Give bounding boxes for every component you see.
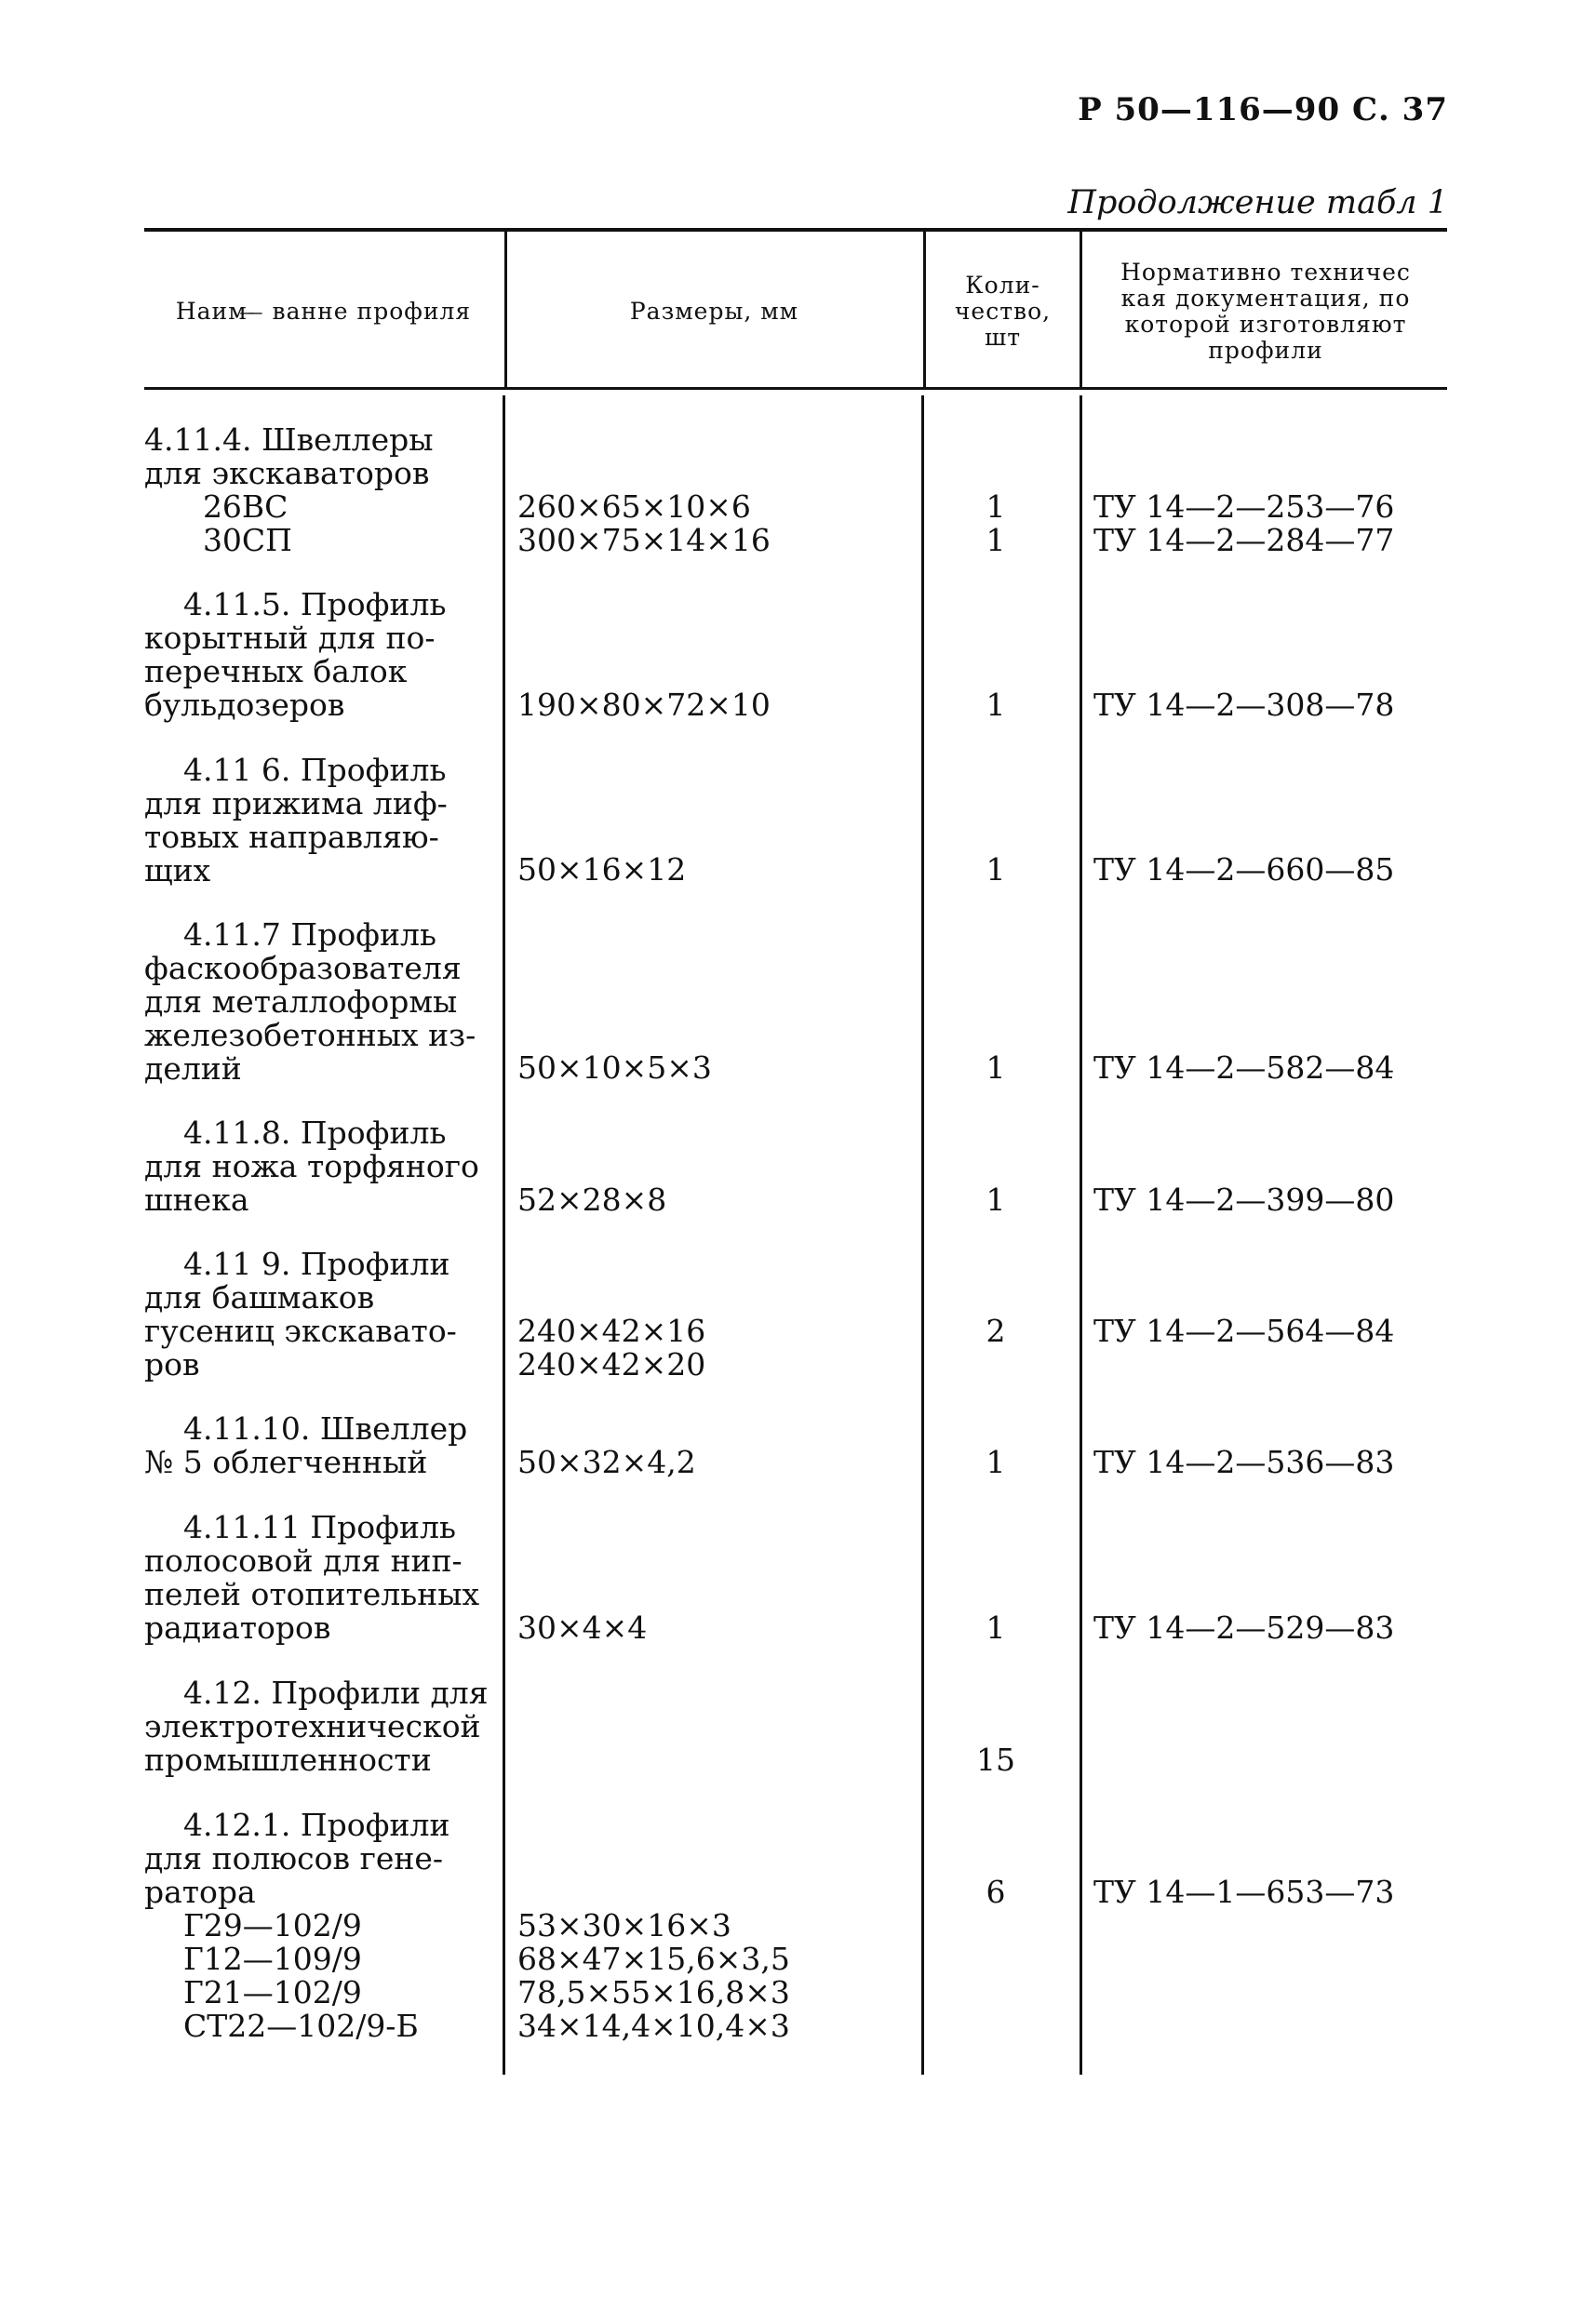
row-4-normative-doc: ТУ 14—2—582—84 — [1093, 1049, 1395, 1086]
row-1-quantity: 1 1 — [986, 488, 1006, 558]
table-top-rule — [144, 228, 1447, 232]
column-header-normative-doc: Нормативно техничес кая документация, по которой изготовляют профили — [1120, 259, 1411, 364]
row-7-name: 4.11.10. Швеллер № 5 облегченный — [144, 1410, 468, 1480]
row-1-dimensions: 260×65×10×6 300×75×14×16 — [517, 488, 771, 558]
row-8-name: 4.11.11 Профиль полосовой для нип- пелей отопительных радиаторов — [144, 1509, 480, 1646]
row-2-dimensions: 190×80×72×10 — [517, 687, 771, 723]
row-9-quantity: 15 — [976, 1742, 1015, 1778]
row-6-name: 4.11 9. Профили для башмаков гусениц экскавато- ров — [144, 1246, 457, 1382]
column-divider-3-body — [1080, 395, 1082, 2075]
row-2-quantity: 1 — [986, 687, 1006, 723]
table-continuation-label: Продолжение табл 1 — [1067, 184, 1448, 221]
column-header-profile-name: Наим ̶ ̶ ванне профиля — [175, 298, 472, 325]
column-header-dimensions: Размеры, мм — [629, 298, 799, 325]
page-reference: Р 50—116—90 С. 37 — [1078, 91, 1448, 128]
row-8-dimensions: 30×4×4 — [517, 1609, 648, 1646]
row-6-normative-doc: ТУ 14—2—564—84 — [1093, 1313, 1395, 1349]
row-10-quantity: 6 — [986, 1874, 1006, 1910]
row-3-dimensions: 50×16×12 — [517, 851, 687, 888]
row-7-normative-doc: ТУ 14—2—536—83 — [1093, 1444, 1395, 1480]
row-10-dimensions: 53×30×16×3 68×47×15,6×3,5 78,5×55×16,8×3 34×14,4×10,4×3 — [517, 1907, 790, 2044]
row-2-normative-doc: ТУ 14—2—308—78 — [1093, 687, 1395, 723]
row-4-name: 4.11.7 Профиль фаскообразователя для металлоформы железобетонных из- делий — [144, 916, 476, 1087]
row-6-quantity: 2 — [986, 1313, 1006, 1349]
row-7-quantity: 1 — [986, 1444, 1006, 1480]
row-3-quantity: 1 — [986, 851, 1006, 888]
row-5-dimensions: 52×28×8 — [517, 1182, 667, 1218]
row-4-dimensions: 50×10×5×3 — [517, 1049, 712, 1086]
table-header-rule — [144, 387, 1447, 390]
column-header-quantity: Коли- чество, шт — [954, 272, 1052, 351]
column-divider-3 — [1080, 231, 1082, 387]
row-5-name: 4.11.8. Профиль для ножа торфяного шнека — [144, 1115, 479, 1218]
row-10-normative-doc: ТУ 14—1—653—73 — [1093, 1874, 1395, 1910]
row-8-quantity: 1 — [986, 1609, 1006, 1646]
row-3-name: 4.11 6. Профиль для прижима лиф- товых направляю- щих — [144, 752, 448, 888]
row-8-normative-doc: ТУ 14—2—529—83 — [1093, 1609, 1395, 1646]
row-6-dimensions: 240×42×16 240×42×20 — [517, 1313, 706, 1382]
row-9-name: 4.12. Профили для электротехнической промышленности — [144, 1675, 489, 1778]
row-10-name: 4.12.1. Профили для полюсов гене- ратора Г29—102/9 Г12—109/9 Г21—102/9 СТ22—102/9-Б — [144, 1807, 450, 2044]
row-4-quantity: 1 — [986, 1049, 1006, 1086]
row-5-quantity: 1 — [986, 1182, 1006, 1218]
row-3-normative-doc: ТУ 14—2—660—85 — [1093, 851, 1395, 888]
row-7-dimensions: 50×32×4,2 — [517, 1444, 696, 1480]
row-5-normative-doc: ТУ 14—2—399—80 — [1093, 1182, 1395, 1218]
row-2-name: 4.11.5. Профиль корытный для по- перечных балок бульдозеров — [144, 586, 447, 723]
row-1-normative-doc: ТУ 14—2—253—76 ТУ 14—2—284—77 — [1093, 488, 1395, 558]
row-1-name: 4.11.4. Швеллеры для экскаваторов 26ВС 30СП — [144, 421, 434, 558]
column-divider-1-body — [503, 395, 505, 2075]
